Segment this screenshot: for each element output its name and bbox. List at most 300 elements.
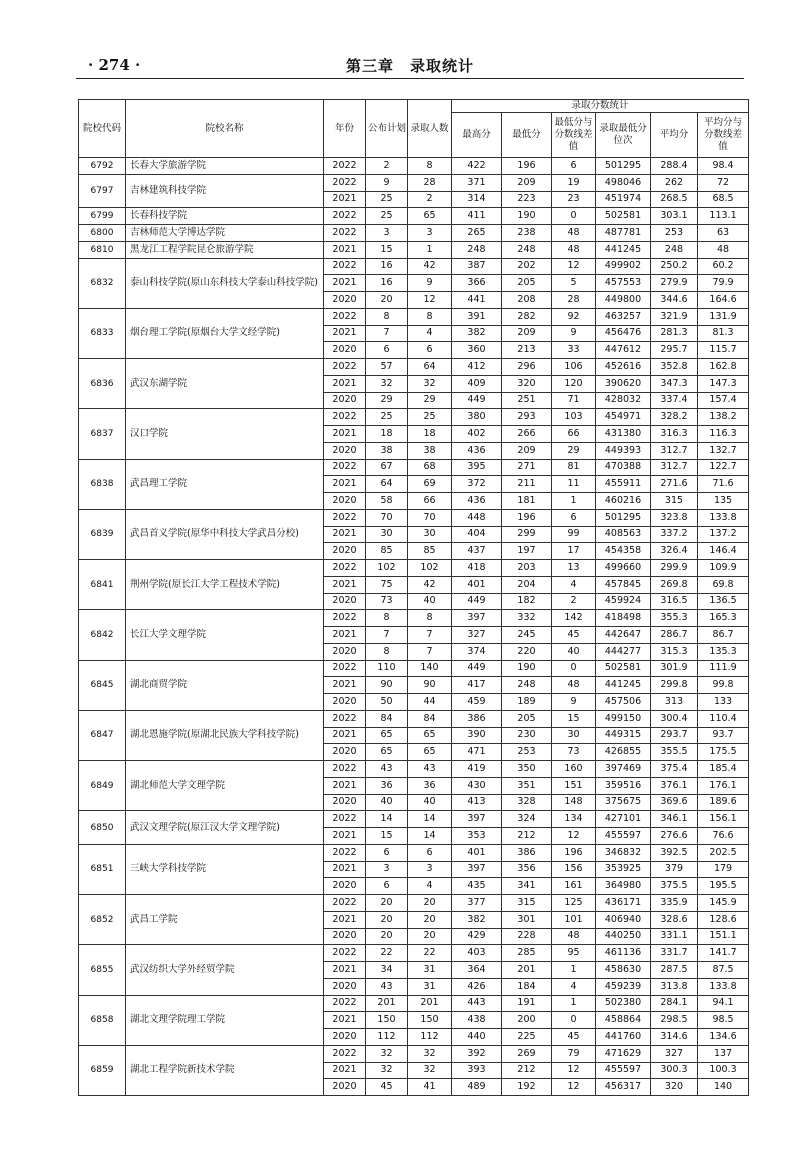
cell-min: 350: [502, 761, 552, 778]
cell-avg-diff: 133: [698, 694, 749, 711]
header-rank: 录取最低分位次: [596, 113, 651, 158]
cell-avg-diff: 81.3: [698, 325, 749, 342]
cell-year: 2021: [324, 777, 366, 794]
cell-year: 2022: [324, 895, 366, 912]
table-row: [79, 208, 749, 225]
school-code: 6851: [79, 844, 126, 894]
cell-plan: 29: [366, 392, 408, 409]
cell-year: 2021: [324, 476, 366, 493]
cell-admit: 30: [408, 526, 452, 543]
cell-rank: 502581: [596, 660, 651, 677]
cell-max: 449: [452, 593, 502, 610]
cell-rank: 449800: [596, 292, 651, 309]
cell-max: 443: [452, 995, 502, 1012]
cell-year: 2021: [324, 828, 366, 845]
school-name: 泰山科技学院(原山东科技大学泰山科技学院): [126, 258, 324, 308]
cell-rank: 501295: [596, 509, 651, 526]
cell-avg-diff: 137: [698, 1045, 749, 1062]
cell-year: 2021: [324, 627, 366, 644]
cell-min: 293: [502, 409, 552, 426]
cell-max: 401: [452, 844, 502, 861]
table-row: [79, 761, 749, 778]
cell-rank: 457553: [596, 275, 651, 292]
cell-min-diff: 48: [552, 225, 596, 242]
cell-avg: 369.6: [651, 794, 698, 811]
cell-min-diff: 103: [552, 409, 596, 426]
cell-admit: 6: [408, 342, 452, 359]
cell-min: 196: [502, 509, 552, 526]
cell-rank: 459924: [596, 593, 651, 610]
cell-max: 435: [452, 878, 502, 895]
cell-max: 436: [452, 442, 502, 459]
cell-year: 2021: [324, 677, 366, 694]
cell-avg-diff: 157.4: [698, 392, 749, 409]
cell-rank: 499660: [596, 560, 651, 577]
cell-min: 386: [502, 844, 552, 861]
cell-max: 418: [452, 560, 502, 577]
cell-max: 412: [452, 359, 502, 376]
cell-plan: 7: [366, 325, 408, 342]
cell-max: 422: [452, 158, 502, 175]
cell-rank: 441760: [596, 1029, 651, 1046]
cell-max: 371: [452, 174, 502, 191]
cell-plan: 7: [366, 627, 408, 644]
table-body: [79, 158, 749, 1096]
cell-avg-diff: 115.7: [698, 342, 749, 359]
cell-max: 397: [452, 610, 502, 627]
cell-plan: 8: [366, 643, 408, 660]
cell-min-diff: 12: [552, 1062, 596, 1079]
cell-admit: 20: [408, 928, 452, 945]
school-name: 荆州学院(原长江大学工程技术学院): [126, 560, 324, 610]
cell-min-diff: 0: [552, 1012, 596, 1029]
cell-min: 315: [502, 895, 552, 912]
cell-admit: 65: [408, 727, 452, 744]
table-row: [79, 844, 749, 861]
cell-year: 2021: [324, 911, 366, 928]
cell-rank: 426855: [596, 744, 651, 761]
cell-plan: 15: [366, 828, 408, 845]
cell-min-diff: 0: [552, 660, 596, 677]
cell-admit: 12: [408, 292, 452, 309]
cell-year: 2022: [324, 258, 366, 275]
cell-admit: 4: [408, 878, 452, 895]
page-number: · 274 ·: [88, 56, 141, 74]
table-row: [79, 258, 749, 275]
cell-rank: 457506: [596, 694, 651, 711]
cell-avg: 269.8: [651, 576, 698, 593]
cell-admit: 7: [408, 627, 452, 644]
cell-min: 197: [502, 543, 552, 560]
cell-admit: 28: [408, 174, 452, 191]
cell-year: 2020: [324, 442, 366, 459]
school-code: 6847: [79, 710, 126, 760]
cell-max: 390: [452, 727, 502, 744]
cell-rank: 359516: [596, 777, 651, 794]
cell-avg-diff: 79.9: [698, 275, 749, 292]
cell-max: 437: [452, 543, 502, 560]
cell-min-diff: 15: [552, 710, 596, 727]
cell-plan: 34: [366, 962, 408, 979]
table-row: [79, 560, 749, 577]
cell-year: 2021: [324, 576, 366, 593]
cell-avg-diff: 179: [698, 861, 749, 878]
cell-avg-diff: 140: [698, 1079, 749, 1096]
cell-max: 314: [452, 191, 502, 208]
cell-avg: 287.5: [651, 962, 698, 979]
cell-rank: 449315: [596, 727, 651, 744]
cell-admit: 65: [408, 744, 452, 761]
table-row: [79, 158, 749, 175]
cell-year: 2022: [324, 710, 366, 727]
cell-avg: 286.7: [651, 627, 698, 644]
cell-avg: 288.4: [651, 158, 698, 175]
cell-plan: 64: [366, 476, 408, 493]
cell-min: 201: [502, 962, 552, 979]
cell-admit: 102: [408, 560, 452, 577]
cell-avg: 315: [651, 493, 698, 510]
school-name: 黑龙江工程学院昆仑旅游学院: [126, 241, 324, 258]
cell-year: 2020: [324, 643, 366, 660]
cell-plan: 9: [366, 174, 408, 191]
cell-min-diff: 12: [552, 258, 596, 275]
cell-admit: 3: [408, 861, 452, 878]
table-row: [79, 409, 749, 426]
cell-avg-diff: 86.7: [698, 627, 749, 644]
header-avg-diff: 平均分与分数线差值: [698, 113, 749, 158]
cell-admit: 68: [408, 459, 452, 476]
cell-plan: 20: [366, 895, 408, 912]
cell-min: 196: [502, 158, 552, 175]
cell-plan: 6: [366, 844, 408, 861]
cell-max: 401: [452, 576, 502, 593]
cell-year: 2021: [324, 275, 366, 292]
cell-avg-diff: 156.1: [698, 811, 749, 828]
cell-min: 253: [502, 744, 552, 761]
cell-rank: 454358: [596, 543, 651, 560]
cell-plan: 25: [366, 208, 408, 225]
cell-min: 200: [502, 1012, 552, 1029]
cell-min-diff: 81: [552, 459, 596, 476]
cell-min-diff: 28: [552, 292, 596, 309]
table-row: [79, 710, 749, 727]
cell-rank: 502581: [596, 208, 651, 225]
cell-admit: 66: [408, 493, 452, 510]
cell-avg-diff: 60.2: [698, 258, 749, 275]
cell-avg: 375.5: [651, 878, 698, 895]
cell-max: 265: [452, 225, 502, 242]
cell-plan: 36: [366, 777, 408, 794]
cell-max: 386: [452, 710, 502, 727]
table-row: [79, 1045, 749, 1062]
cell-rank: 458864: [596, 1012, 651, 1029]
cell-plan: 25: [366, 409, 408, 426]
cell-avg-diff: 147.3: [698, 375, 749, 392]
cell-max: 448: [452, 509, 502, 526]
cell-admit: 201: [408, 995, 452, 1012]
header-code: 院校代码: [79, 100, 126, 158]
table-row: [79, 174, 749, 191]
cell-min-diff: 148: [552, 794, 596, 811]
cell-min-diff: 29: [552, 442, 596, 459]
cell-avg-diff: 128.6: [698, 911, 749, 928]
cell-min-diff: 9: [552, 325, 596, 342]
school-code: 6832: [79, 258, 126, 308]
school-code: 6859: [79, 1045, 126, 1095]
cell-admit: 70: [408, 509, 452, 526]
cell-avg-diff: 133.8: [698, 509, 749, 526]
cell-year: 2020: [324, 694, 366, 711]
cell-year: 2020: [324, 978, 366, 995]
cell-plan: 201: [366, 995, 408, 1012]
cell-min-diff: 1: [552, 493, 596, 510]
cell-plan: 110: [366, 660, 408, 677]
cell-plan: 6: [366, 342, 408, 359]
table-row: [79, 895, 749, 912]
cell-year: 2022: [324, 225, 366, 242]
cell-max: 382: [452, 325, 502, 342]
cell-min-diff: 12: [552, 1079, 596, 1096]
cell-avg: 344.6: [651, 292, 698, 309]
cell-min-diff: 73: [552, 744, 596, 761]
cell-year: 2022: [324, 945, 366, 962]
cell-min-diff: 92: [552, 308, 596, 325]
school-code: 6800: [79, 225, 126, 242]
school-name: 长春大学旅游学院: [126, 158, 324, 175]
cell-admit: 1: [408, 241, 452, 258]
cell-avg: 271.6: [651, 476, 698, 493]
table-row: [79, 610, 749, 627]
cell-min: 271: [502, 459, 552, 476]
cell-admit: 6: [408, 844, 452, 861]
cell-plan: 65: [366, 744, 408, 761]
school-code: 6849: [79, 761, 126, 811]
cell-min: 220: [502, 643, 552, 660]
cell-min: 205: [502, 710, 552, 727]
cell-min-diff: 101: [552, 911, 596, 928]
cell-rank: 444277: [596, 643, 651, 660]
cell-avg: 300.4: [651, 710, 698, 727]
cell-rank: 501295: [596, 158, 651, 175]
cell-min-diff: 4: [552, 576, 596, 593]
cell-max: 413: [452, 794, 502, 811]
cell-avg: 331.1: [651, 928, 698, 945]
cell-plan: 57: [366, 359, 408, 376]
cell-year: 2021: [324, 241, 366, 258]
cell-min: 324: [502, 811, 552, 828]
cell-admit: 29: [408, 392, 452, 409]
school-code: 6836: [79, 359, 126, 409]
cell-rank: 454971: [596, 409, 651, 426]
cell-rank: 428032: [596, 392, 651, 409]
cell-rank: 455597: [596, 1062, 651, 1079]
school-code: 6855: [79, 945, 126, 995]
school-name: 武汉文理学院(原江汉大学文理学院): [126, 811, 324, 845]
cell-rank: 397469: [596, 761, 651, 778]
cell-year: 2022: [324, 409, 366, 426]
cell-rank: 442647: [596, 627, 651, 644]
header-admit: 录取人数: [408, 100, 452, 158]
cell-min-diff: 17: [552, 543, 596, 560]
cell-min: 225: [502, 1029, 552, 1046]
cell-avg-diff: 132.7: [698, 442, 749, 459]
cell-max: 397: [452, 811, 502, 828]
cell-min: 296: [502, 359, 552, 376]
cell-avg-diff: 48: [698, 241, 749, 258]
cell-min: 248: [502, 241, 552, 258]
cell-min-diff: 4: [552, 978, 596, 995]
cell-min: 285: [502, 945, 552, 962]
cell-avg: 314.6: [651, 1029, 698, 1046]
cell-avg: 331.7: [651, 945, 698, 962]
cell-avg-diff: 71.6: [698, 476, 749, 493]
cell-plan: 67: [366, 459, 408, 476]
cell-max: 395: [452, 459, 502, 476]
cell-plan: 18: [366, 426, 408, 443]
cell-max: 364: [452, 962, 502, 979]
cell-avg-diff: 63: [698, 225, 749, 242]
cell-min-diff: 99: [552, 526, 596, 543]
cell-admit: 36: [408, 777, 452, 794]
cell-year: 2020: [324, 744, 366, 761]
cell-plan: 65: [366, 727, 408, 744]
cell-max: 430: [452, 777, 502, 794]
cell-avg: 328.2: [651, 409, 698, 426]
cell-min-diff: 106: [552, 359, 596, 376]
cell-avg: 253: [651, 225, 698, 242]
header-score-group: 录取分数统计: [452, 100, 749, 113]
cell-avg-diff: 151.1: [698, 928, 749, 945]
cell-min-diff: 161: [552, 878, 596, 895]
cell-min-diff: 196: [552, 844, 596, 861]
cell-year: 2022: [324, 174, 366, 191]
cell-min: 320: [502, 375, 552, 392]
school-code: 6810: [79, 241, 126, 258]
cell-admit: 22: [408, 945, 452, 962]
cell-admit: 2: [408, 191, 452, 208]
cell-avg-diff: 185.4: [698, 761, 749, 778]
cell-avg: 284.1: [651, 995, 698, 1012]
cell-min: 203: [502, 560, 552, 577]
school-name: 武昌首义学院(原华中科技大学武昌分校): [126, 509, 324, 559]
cell-avg: 337.2: [651, 526, 698, 543]
cell-plan: 8: [366, 610, 408, 627]
cell-avg-diff: 68.5: [698, 191, 749, 208]
cell-min-diff: 1: [552, 995, 596, 1012]
cell-max: 387: [452, 258, 502, 275]
cell-avg-diff: 133.8: [698, 978, 749, 995]
cell-admit: 44: [408, 694, 452, 711]
cell-plan: 40: [366, 794, 408, 811]
school-name: 长春科技学院: [126, 208, 324, 225]
table-row: [79, 945, 749, 962]
cell-year: 2020: [324, 493, 366, 510]
school-name: 武汉纺织大学外经贸学院: [126, 945, 324, 995]
cell-min-diff: 66: [552, 426, 596, 443]
cell-admit: 18: [408, 426, 452, 443]
cell-year: 2020: [324, 1079, 366, 1096]
cell-max: 248: [452, 241, 502, 258]
cell-year: 2020: [324, 292, 366, 309]
cell-admit: 90: [408, 677, 452, 694]
cell-avg-diff: 72: [698, 174, 749, 191]
cell-avg: 375.4: [651, 761, 698, 778]
cell-avg: 313.8: [651, 978, 698, 995]
cell-min-diff: 120: [552, 375, 596, 392]
cell-min: 341: [502, 878, 552, 895]
cell-year: 2022: [324, 359, 366, 376]
cell-admit: 41: [408, 1079, 452, 1096]
school-name: 长江大学文理学院: [126, 610, 324, 660]
school-name: 湖北商贸学院: [126, 660, 324, 710]
cell-plan: 20: [366, 292, 408, 309]
cell-min-diff: 125: [552, 895, 596, 912]
school-code: 6858: [79, 995, 126, 1045]
cell-plan: 8: [366, 308, 408, 325]
header-avg: 平均分: [651, 113, 698, 158]
cell-plan: 58: [366, 493, 408, 510]
cell-rank: 390620: [596, 375, 651, 392]
cell-max: 397: [452, 861, 502, 878]
cell-avg-diff: 100.3: [698, 1062, 749, 1079]
cell-admit: 40: [408, 593, 452, 610]
cell-min: 228: [502, 928, 552, 945]
cell-year: 2020: [324, 543, 366, 560]
cell-plan: 75: [366, 576, 408, 593]
cell-rank: 460216: [596, 493, 651, 510]
cell-plan: 20: [366, 928, 408, 945]
cell-avg-diff: 94.1: [698, 995, 749, 1012]
school-code: 6799: [79, 208, 126, 225]
cell-avg-diff: 98.5: [698, 1012, 749, 1029]
cell-year: 2021: [324, 727, 366, 744]
cell-avg-diff: 69.8: [698, 576, 749, 593]
cell-max: 353: [452, 828, 502, 845]
cell-plan: 85: [366, 543, 408, 560]
cell-min: 202: [502, 258, 552, 275]
page-header: [76, 52, 744, 79]
cell-rank: 353925: [596, 861, 651, 878]
cell-min: 230: [502, 727, 552, 744]
cell-avg: 281.3: [651, 325, 698, 342]
cell-min-diff: 13: [552, 560, 596, 577]
cell-max: 440: [452, 1029, 502, 1046]
cell-avg: 327: [651, 1045, 698, 1062]
cell-plan: 112: [366, 1029, 408, 1046]
cell-min: 299: [502, 526, 552, 543]
school-code: 6852: [79, 895, 126, 945]
cell-rank: 364980: [596, 878, 651, 895]
cell-min: 356: [502, 861, 552, 878]
cell-admit: 7: [408, 643, 452, 660]
cell-min-diff: 48: [552, 677, 596, 694]
cell-min: 209: [502, 442, 552, 459]
cell-rank: 440250: [596, 928, 651, 945]
cell-max: 441: [452, 292, 502, 309]
cell-avg: 379: [651, 861, 698, 878]
cell-year: 2022: [324, 509, 366, 526]
cell-year: 2022: [324, 208, 366, 225]
table-row: [79, 660, 749, 677]
cell-min: 209: [502, 174, 552, 191]
cell-admit: 85: [408, 543, 452, 560]
cell-max: 372: [452, 476, 502, 493]
cell-rank: 375675: [596, 794, 651, 811]
school-code: 6842: [79, 610, 126, 660]
table-row: [79, 459, 749, 476]
cell-min: 282: [502, 308, 552, 325]
cell-min: 190: [502, 208, 552, 225]
